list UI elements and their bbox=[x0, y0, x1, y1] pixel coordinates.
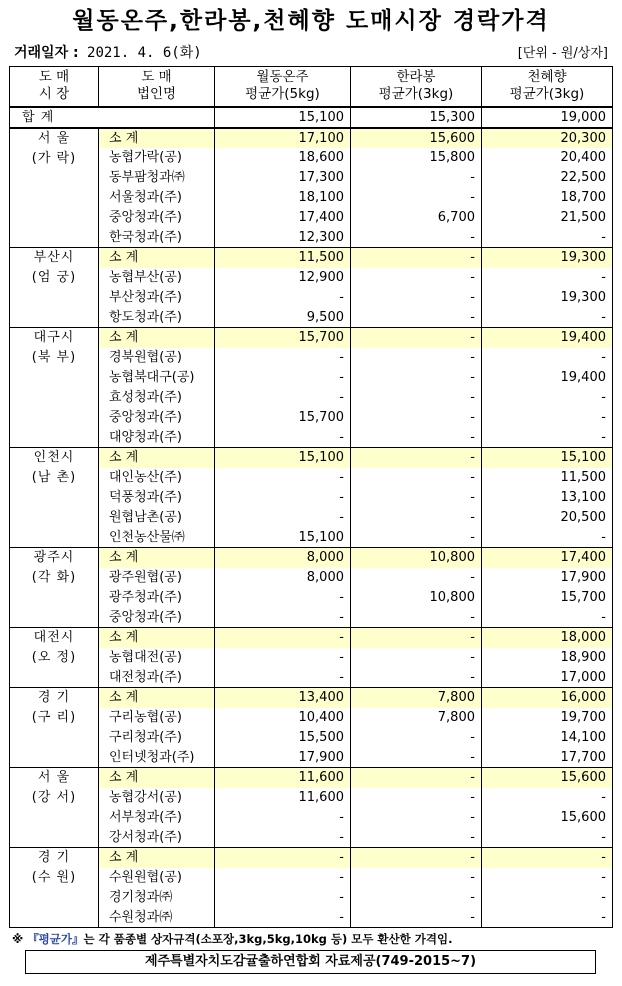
price-mandarin: - bbox=[215, 628, 351, 648]
price-hallabong: - bbox=[351, 268, 482, 288]
table-row bbox=[10, 748, 613, 768]
price-cheonhyehyang: 19,700 bbox=[482, 708, 613, 728]
table-row bbox=[10, 488, 613, 508]
table-row bbox=[10, 888, 613, 908]
corp-name: 덕풍청과(주) bbox=[99, 488, 215, 508]
price-cheonhyehyang: - bbox=[482, 388, 613, 408]
price-hallabong: - bbox=[351, 568, 482, 588]
table-row bbox=[10, 568, 613, 588]
corp-name: 중앙청과(주) bbox=[99, 408, 215, 428]
note-highlight: 『평균가』 bbox=[27, 932, 84, 946]
subtotal-label: 소 계 bbox=[99, 768, 215, 788]
price-mandarin: - bbox=[215, 348, 351, 368]
subtotal-label: 소 계 bbox=[99, 628, 215, 648]
header-cheonhyehyang: 천혜향 평균가(3kg) bbox=[482, 67, 613, 107]
price-mandarin: - bbox=[215, 848, 351, 868]
subtotal-row bbox=[10, 628, 613, 648]
table-row bbox=[10, 428, 613, 448]
price-hallabong: - bbox=[351, 288, 482, 308]
price-hallabong: 10,800 bbox=[351, 588, 482, 608]
table-row bbox=[10, 648, 613, 668]
corp-name: 중앙청과(주) bbox=[99, 208, 215, 228]
market-name bbox=[10, 328, 99, 448]
table-row bbox=[10, 868, 613, 888]
market-name-line: (남 촌) bbox=[31, 470, 77, 485]
price-mandarin: 18,600 bbox=[215, 148, 351, 168]
total-mandarin: 15,100 bbox=[215, 107, 351, 128]
subtotal-row bbox=[10, 848, 613, 868]
market-name-line: (엄 궁) bbox=[31, 270, 77, 285]
market-name-line: (구 리) bbox=[31, 710, 77, 725]
price-hallabong: - bbox=[351, 768, 482, 788]
corp-name: 경북원협(공) bbox=[99, 348, 215, 368]
market-name-line: (각 화) bbox=[31, 570, 77, 585]
price-hallabong: 7,800 bbox=[351, 708, 482, 728]
price-cheonhyehyang: 16,000 bbox=[482, 688, 613, 708]
corp-name: 항도청과(주) bbox=[99, 308, 215, 328]
corp-name: 경기청과㈜ bbox=[99, 888, 215, 908]
price-cheonhyehyang: 19,300 bbox=[482, 248, 613, 268]
source-credit: 제주특별자치도감귤출하연합회 자료제공(749-2015~7) bbox=[25, 950, 596, 974]
subtotal-label: 소 계 bbox=[99, 548, 215, 568]
price-mandarin: - bbox=[215, 828, 351, 848]
subtotal-row bbox=[10, 448, 613, 468]
price-hallabong: - bbox=[351, 388, 482, 408]
price-hallabong: - bbox=[351, 428, 482, 448]
table-row bbox=[10, 468, 613, 488]
market-name-line: 서 울 bbox=[37, 770, 71, 785]
trade-date-label: 거래일자 : bbox=[14, 45, 79, 61]
price-cheonhyehyang: 19,400 bbox=[482, 368, 613, 388]
price-table bbox=[9, 66, 613, 928]
table-row bbox=[10, 608, 613, 628]
price-cheonhyehyang: - bbox=[482, 528, 613, 548]
market-name-line: (오 정) bbox=[31, 650, 77, 665]
price-mandarin: - bbox=[215, 288, 351, 308]
price-hallabong: - bbox=[351, 168, 482, 188]
table-row bbox=[10, 588, 613, 608]
price-hallabong: - bbox=[351, 788, 482, 808]
corp-name: 강서청과(주) bbox=[99, 828, 215, 848]
header-row bbox=[10, 67, 613, 107]
market-name bbox=[10, 688, 99, 768]
footnote bbox=[12, 931, 452, 947]
price-hallabong: - bbox=[351, 188, 482, 208]
corp-name: 구리청과(주) bbox=[99, 728, 215, 748]
price-hallabong: - bbox=[351, 908, 482, 928]
corp-name: 대전청과(주) bbox=[99, 668, 215, 688]
corp-name: 광주원협(공) bbox=[99, 568, 215, 588]
table-row bbox=[10, 208, 613, 228]
corp-name: 농협가락(공) bbox=[99, 148, 215, 168]
market-name bbox=[10, 248, 99, 328]
table-row bbox=[10, 348, 613, 368]
table-row bbox=[10, 228, 613, 248]
price-hallabong: - bbox=[351, 848, 482, 868]
table-row bbox=[10, 308, 613, 328]
price-cheonhyehyang: 20,500 bbox=[482, 508, 613, 528]
price-hallabong: - bbox=[351, 348, 482, 368]
header-corp: 도 매 법인명 bbox=[99, 67, 215, 107]
price-cheonhyehyang: 19,400 bbox=[482, 328, 613, 348]
price-cheonhyehyang: 15,700 bbox=[482, 588, 613, 608]
price-hallabong: - bbox=[351, 608, 482, 628]
table-row bbox=[10, 708, 613, 728]
subtotal-label: 소 계 bbox=[99, 848, 215, 868]
table-row bbox=[10, 408, 613, 428]
subtotal-row bbox=[10, 688, 613, 708]
note-text: 는 각 품종별 상자규격(소포장,3kg,5kg,10kg 등) 모두 환산한 가격임. bbox=[83, 932, 453, 946]
note-marker: ※ bbox=[12, 932, 28, 946]
subtotal-label: 소 계 bbox=[99, 688, 215, 708]
price-hallabong: - bbox=[351, 828, 482, 848]
price-cheonhyehyang: 19,300 bbox=[482, 288, 613, 308]
price-cheonhyehyang: - bbox=[482, 348, 613, 368]
price-hallabong: 15,800 bbox=[351, 148, 482, 168]
corp-name: 광주청과(주) bbox=[99, 588, 215, 608]
corp-name: 서부청과(주) bbox=[99, 808, 215, 828]
subtotal-label: 소 계 bbox=[99, 448, 215, 468]
price-mandarin: 12,300 bbox=[215, 228, 351, 248]
price-cheonhyehyang: - bbox=[482, 608, 613, 628]
header-market: 도 매 시 장 bbox=[10, 67, 99, 107]
trade-date-value: 2021. 4. 6(화) bbox=[87, 45, 202, 61]
market-name-line: 경 기 bbox=[37, 850, 71, 865]
price-hallabong: - bbox=[351, 228, 482, 248]
price-cheonhyehyang: - bbox=[482, 828, 613, 848]
price-mandarin: 11,500 bbox=[215, 248, 351, 268]
price-hallabong: - bbox=[351, 528, 482, 548]
table-row bbox=[10, 288, 613, 308]
price-mandarin: - bbox=[215, 808, 351, 828]
price-hallabong: 15,600 bbox=[351, 128, 482, 148]
price-mandarin: 15,500 bbox=[215, 728, 351, 748]
price-mandarin: 13,400 bbox=[215, 688, 351, 708]
market-name-line: (가 락) bbox=[31, 150, 77, 166]
price-hallabong: - bbox=[351, 808, 482, 828]
table-row bbox=[10, 268, 613, 288]
total-hallabong: 15,300 bbox=[351, 107, 482, 128]
price-cheonhyehyang: - bbox=[482, 268, 613, 288]
table-row bbox=[10, 388, 613, 408]
table-row bbox=[10, 788, 613, 808]
price-mandarin: 12,900 bbox=[215, 268, 351, 288]
subtotal-label: 소 계 bbox=[99, 128, 215, 148]
price-cheonhyehyang: 18,000 bbox=[482, 628, 613, 648]
market-name-line: 광주시 bbox=[33, 550, 75, 565]
price-mandarin: - bbox=[215, 648, 351, 668]
price-mandarin: - bbox=[215, 588, 351, 608]
table-row bbox=[10, 168, 613, 188]
subtotal-label: 소 계 bbox=[99, 248, 215, 268]
corp-name: 농협부산(공) bbox=[99, 268, 215, 288]
price-mandarin: 8,000 bbox=[215, 568, 351, 588]
subtotal-row bbox=[10, 328, 613, 348]
price-mandarin: 8,000 bbox=[215, 548, 351, 568]
price-hallabong: - bbox=[351, 628, 482, 648]
price-mandarin: - bbox=[215, 888, 351, 908]
total-row bbox=[10, 107, 613, 128]
price-cheonhyehyang: 17,400 bbox=[482, 548, 613, 568]
header-mandarin: 월동온주 평균가(5kg) bbox=[215, 67, 351, 107]
price-mandarin: 15,100 bbox=[215, 448, 351, 468]
price-cheonhyehyang: 18,900 bbox=[482, 648, 613, 668]
corp-name: 동부팜청과㈜ bbox=[99, 168, 215, 188]
corp-name: 인터넷청과(주) bbox=[99, 748, 215, 768]
market-name bbox=[10, 768, 99, 848]
table-row bbox=[10, 148, 613, 168]
market-name-line: 부산시 bbox=[33, 250, 75, 265]
price-cheonhyehyang: - bbox=[482, 428, 613, 448]
price-cheonhyehyang: 17,900 bbox=[482, 568, 613, 588]
price-cheonhyehyang: 11,500 bbox=[482, 468, 613, 488]
price-cheonhyehyang: 22,500 bbox=[482, 168, 613, 188]
price-cheonhyehyang: - bbox=[482, 788, 613, 808]
corp-name: 수원청과㈜ bbox=[99, 908, 215, 928]
price-hallabong: - bbox=[351, 748, 482, 768]
price-cheonhyehyang: 20,300 bbox=[482, 128, 613, 148]
table-row bbox=[10, 508, 613, 528]
price-cheonhyehyang: 17,700 bbox=[482, 748, 613, 768]
price-cheonhyehyang: - bbox=[482, 848, 613, 868]
price-hallabong: - bbox=[351, 308, 482, 328]
corp-name: 원협남촌(공) bbox=[99, 508, 215, 528]
price-cheonhyehyang: 15,100 bbox=[482, 448, 613, 468]
price-mandarin: 11,600 bbox=[215, 788, 351, 808]
page-title: 월동온주,한라봉,천혜향 도매시장 경락가격 bbox=[72, 8, 550, 34]
price-cheonhyehyang: - bbox=[482, 908, 613, 928]
price-hallabong: 7,800 bbox=[351, 688, 482, 708]
corp-name: 농협강서(공) bbox=[99, 788, 215, 808]
price-cheonhyehyang: 18,700 bbox=[482, 188, 613, 208]
subtotal-label: 소 계 bbox=[99, 328, 215, 348]
market-name-line: 대전시 bbox=[33, 630, 75, 645]
table-row bbox=[10, 668, 613, 688]
corp-name: 농협대전(공) bbox=[99, 648, 215, 668]
price-mandarin: 17,900 bbox=[215, 748, 351, 768]
price-hallabong: - bbox=[351, 668, 482, 688]
market-name-line: 서 울 bbox=[37, 130, 71, 146]
price-mandarin: - bbox=[215, 508, 351, 528]
market-name-line: 대구시 bbox=[33, 330, 75, 345]
total-label: 합 계 bbox=[10, 107, 215, 128]
price-cheonhyehyang: - bbox=[482, 408, 613, 428]
corp-name: 한국청과(주) bbox=[99, 228, 215, 248]
price-cheonhyehyang: 21,500 bbox=[482, 208, 613, 228]
price-hallabong: - bbox=[351, 408, 482, 428]
market-name-line: (강 서) bbox=[31, 790, 77, 805]
corp-name: 수원원협(공) bbox=[99, 868, 215, 888]
table-row bbox=[10, 808, 613, 828]
corp-name: 대인농산(주) bbox=[99, 468, 215, 488]
corp-name: 구리농협(공) bbox=[99, 708, 215, 728]
corp-name: 서울청과(주) bbox=[99, 188, 215, 208]
header-hallabong: 한라봉 평균가(3kg) bbox=[351, 67, 482, 107]
market-name bbox=[10, 128, 99, 248]
price-hallabong: - bbox=[351, 648, 482, 668]
price-hallabong: 6,700 bbox=[351, 208, 482, 228]
price-cheonhyehyang: - bbox=[482, 888, 613, 908]
table-row bbox=[10, 728, 613, 748]
trade-date bbox=[14, 42, 202, 62]
price-mandarin: 15,700 bbox=[215, 328, 351, 348]
price-mandarin: - bbox=[215, 368, 351, 388]
price-hallabong: - bbox=[351, 448, 482, 468]
corp-name: 농협북대구(공) bbox=[99, 368, 215, 388]
price-hallabong: - bbox=[351, 728, 482, 748]
market-name-line: (북 부) bbox=[31, 350, 77, 365]
table-row bbox=[10, 528, 613, 548]
corp-name: 대양청과(주) bbox=[99, 428, 215, 448]
price-mandarin: - bbox=[215, 488, 351, 508]
table-row bbox=[10, 188, 613, 208]
corp-name: 중앙청과(주) bbox=[99, 608, 215, 628]
subtotal-row bbox=[10, 768, 613, 788]
market-name bbox=[10, 628, 99, 688]
price-mandarin: - bbox=[215, 428, 351, 448]
market-name-line: (수 원) bbox=[31, 870, 77, 885]
price-cheonhyehyang: - bbox=[482, 228, 613, 248]
table-row bbox=[10, 368, 613, 388]
price-cheonhyehyang: 20,400 bbox=[482, 148, 613, 168]
price-cheonhyehyang: 15,600 bbox=[482, 768, 613, 788]
unit-label: [단위 - 원/상자] bbox=[517, 46, 608, 61]
table-row bbox=[10, 828, 613, 848]
price-mandarin: 18,100 bbox=[215, 188, 351, 208]
market-name bbox=[10, 848, 99, 928]
market-name-line: 인천시 bbox=[33, 450, 75, 465]
price-hallabong: - bbox=[351, 508, 482, 528]
price-cheonhyehyang: - bbox=[482, 868, 613, 888]
subtotal-row bbox=[10, 128, 613, 148]
price-mandarin: - bbox=[215, 908, 351, 928]
price-mandarin: 11,600 bbox=[215, 768, 351, 788]
price-mandarin: 9,500 bbox=[215, 308, 351, 328]
price-mandarin: 15,700 bbox=[215, 408, 351, 428]
price-hallabong: - bbox=[351, 468, 482, 488]
subtotal-row bbox=[10, 248, 613, 268]
price-mandarin: 17,100 bbox=[215, 128, 351, 148]
market-name bbox=[10, 448, 99, 548]
subtotal-row bbox=[10, 548, 613, 568]
price-cheonhyehyang: 15,600 bbox=[482, 808, 613, 828]
corp-name: 효성청과(주) bbox=[99, 388, 215, 408]
total-cheonhyehyang: 19,000 bbox=[482, 107, 613, 128]
market-name-line: 경 기 bbox=[37, 690, 71, 705]
price-mandarin: 17,400 bbox=[215, 208, 351, 228]
price-hallabong: - bbox=[351, 248, 482, 268]
price-mandarin: 10,400 bbox=[215, 708, 351, 728]
price-hallabong: - bbox=[351, 868, 482, 888]
corp-name: 부산청과(주) bbox=[99, 288, 215, 308]
price-hallabong: 10,800 bbox=[351, 548, 482, 568]
price-mandarin: 15,100 bbox=[215, 528, 351, 548]
price-mandarin: - bbox=[215, 468, 351, 488]
price-mandarin: 17,300 bbox=[215, 168, 351, 188]
price-hallabong: - bbox=[351, 368, 482, 388]
price-cheonhyehyang: 14,100 bbox=[482, 728, 613, 748]
price-hallabong: - bbox=[351, 328, 482, 348]
price-mandarin: - bbox=[215, 668, 351, 688]
price-mandarin: - bbox=[215, 608, 351, 628]
table-row bbox=[10, 908, 613, 928]
price-cheonhyehyang: - bbox=[482, 308, 613, 328]
price-mandarin: - bbox=[215, 868, 351, 888]
price-hallabong: - bbox=[351, 488, 482, 508]
market-name bbox=[10, 548, 99, 628]
price-cheonhyehyang: 13,100 bbox=[482, 488, 613, 508]
price-hallabong: - bbox=[351, 888, 482, 908]
corp-name: 인천농산물㈜ bbox=[99, 528, 215, 548]
price-cheonhyehyang: 17,000 bbox=[482, 668, 613, 688]
price-mandarin: - bbox=[215, 388, 351, 408]
